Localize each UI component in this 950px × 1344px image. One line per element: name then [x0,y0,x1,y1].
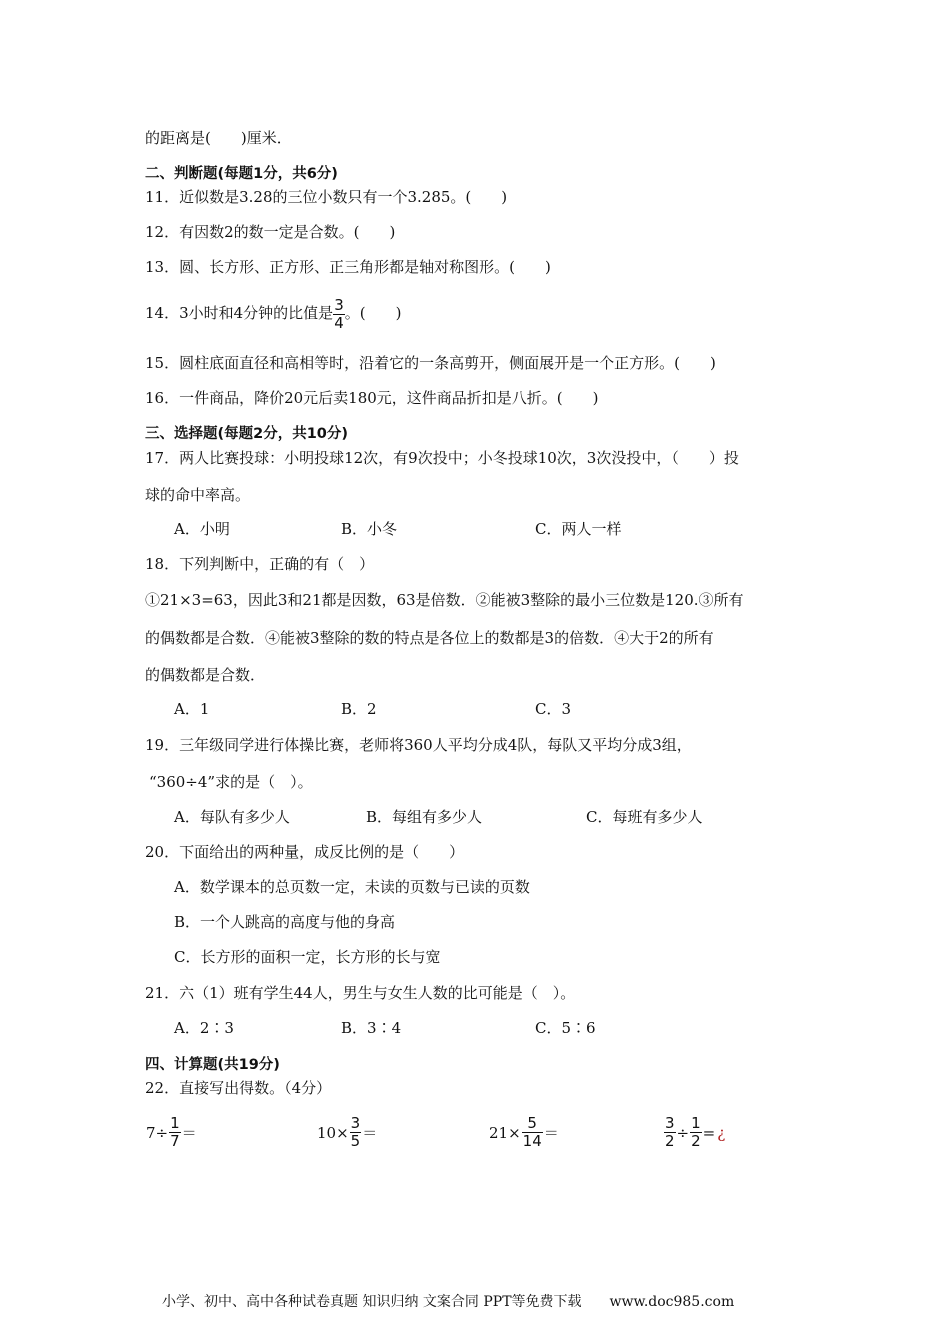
question-17-line-2: 球的命中率高。 [145,486,251,504]
calc-2-prefix: 10× [317,1123,349,1142]
q17-option-a: A．小明 [174,520,230,538]
q19-option-a: A．每队有多少人 [174,808,290,826]
section-3-title: 三、选择题(每题2分，共10分) [145,426,349,442]
question-15: 15．圆柱底面直径和高相等时，沿着它的一条高剪开，侧面展开是一个正方形。( ) [145,354,716,372]
question-13: 13．圆、长方形、正方形、正三角形都是轴对称图形。( ) [145,258,551,276]
calc-4-operator: ÷ [676,1123,690,1142]
calc-1-denominator: 7 [170,1132,180,1150]
question-16: 16．一件商品，降价20元后卖180元，这件商品折扣是八折。( ) [145,389,599,407]
calc-1-equals: ＝ [181,1124,197,1142]
q20-option-a: A．数学课本的总页数一定，未读的页数与已读的页数 [174,878,530,896]
question-11: 11．近似数是3.28的三位小数只有一个3.285。( ) [145,188,508,206]
q21-option-b: B．3∶4 [341,1019,402,1037]
question-22: 22．直接写出得数。（4分） [145,1079,332,1097]
q21-option-a: A．2∶3 [174,1019,234,1037]
q10-tail: 的距离是( )厘米． [145,129,292,147]
calc-3-prefix: 21× [489,1123,521,1142]
q20-option-b: B．一个人跳高的高度与他的身高 [174,913,396,931]
q14-fraction [333,297,345,332]
calc-4-denominator-2: 2 [691,1132,701,1150]
calc-2-fraction [350,1115,362,1150]
calc-3-numerator: 5 [522,1115,543,1133]
question-18-line-3: 的偶数都是合数．④能被3整除的数的特点是各位上的数都是3的倍数．④大于2的所有 [145,629,714,647]
calc-item-1 [145,1115,198,1150]
calc-2-numerator: 3 [350,1114,361,1132]
q17-option-c: C．两人一样 [535,520,622,538]
calc-2-equals: ＝ [362,1124,378,1142]
q14-text-post: 。( ) [344,304,402,322]
calc-4-numerator-2: 1 [691,1114,701,1132]
calc-3-fraction [522,1115,543,1150]
calc-1-prefix: 7÷ [146,1123,169,1142]
calc-4-error-mark: ¿ [717,1123,726,1142]
question-19-line-1: 19．三年级同学进行体操比赛，老师将360人平均分成4队，每队又平均分成3组， [145,736,692,754]
q18-option-a: A．1 [174,700,210,718]
section-4-title: 四、计算题(共19分) [145,1057,280,1073]
q14-numerator: 3 [334,295,344,314]
q20-option-c: C．长方形的面积一定，长方形的长与宽 [174,948,441,966]
calc-item-4 [664,1115,726,1150]
section-2-title: 二、判断题(每题1分，共6分) [145,166,338,182]
calc-1-fraction [169,1115,181,1150]
question-21-line-1: 21．六（1）班有学生44人，男生与女生人数的比可能是（ ）。 [145,984,576,1002]
question-18-line-2: ①21×3=63，因此3和21都是因数，63是倍数．②能被3整除的最小三位数是120.③所有 [145,591,744,609]
calc-item-3 [488,1115,560,1150]
q18-option-b: B．2 [341,700,377,718]
q14-text-pre: 14．3小时和4分钟的比值是 [145,304,334,322]
calc-3-equals: ＝ [543,1124,559,1142]
calc-1-numerator: 1 [170,1114,180,1132]
calc-4-equals: = [702,1123,716,1142]
calc-4-denominator-1: 2 [665,1132,675,1150]
question-20-line-1: 20．下面给出的两种量，成反比例的是（ ） [145,843,465,861]
question-17-line-1: 17．两人比赛投球：小明投球12次，有9次投中；小冬投球10次，3次没投中，（ ）投 [145,449,739,467]
question-19-line-2: “360÷4”求的是（ ）。 [149,773,313,791]
calc-4-numerator-1: 3 [665,1114,675,1132]
calc-4-fraction-1 [664,1115,676,1150]
q21-option-c: C．5∶6 [535,1019,596,1037]
q14-denominator: 4 [334,313,344,332]
calc-3-denominator: 14 [522,1132,542,1150]
q19-option-b: B．每组有多少人 [366,808,483,826]
calc-2-denominator: 5 [350,1132,361,1150]
question-18-line-4: 的偶数都是合数． [145,666,266,684]
question-18-line-1: 18．下列判断中，正确的有（ ） [145,555,375,573]
question-14 [145,294,401,332]
calc-4-fraction-2 [690,1115,702,1150]
question-12: 12．有因数2的数一定是合数。( ) [145,223,396,241]
q19-option-c: C．每班有多少人 [586,808,703,826]
calc-item-2 [316,1115,378,1150]
page-footer: 小学、初中、高中各种试卷真题 知识归纳 文案合同 PPT等免费下载 www.doc985.com [162,1294,735,1310]
q17-option-b: B．小冬 [341,520,398,538]
q18-option-c: C．3 [535,700,572,718]
